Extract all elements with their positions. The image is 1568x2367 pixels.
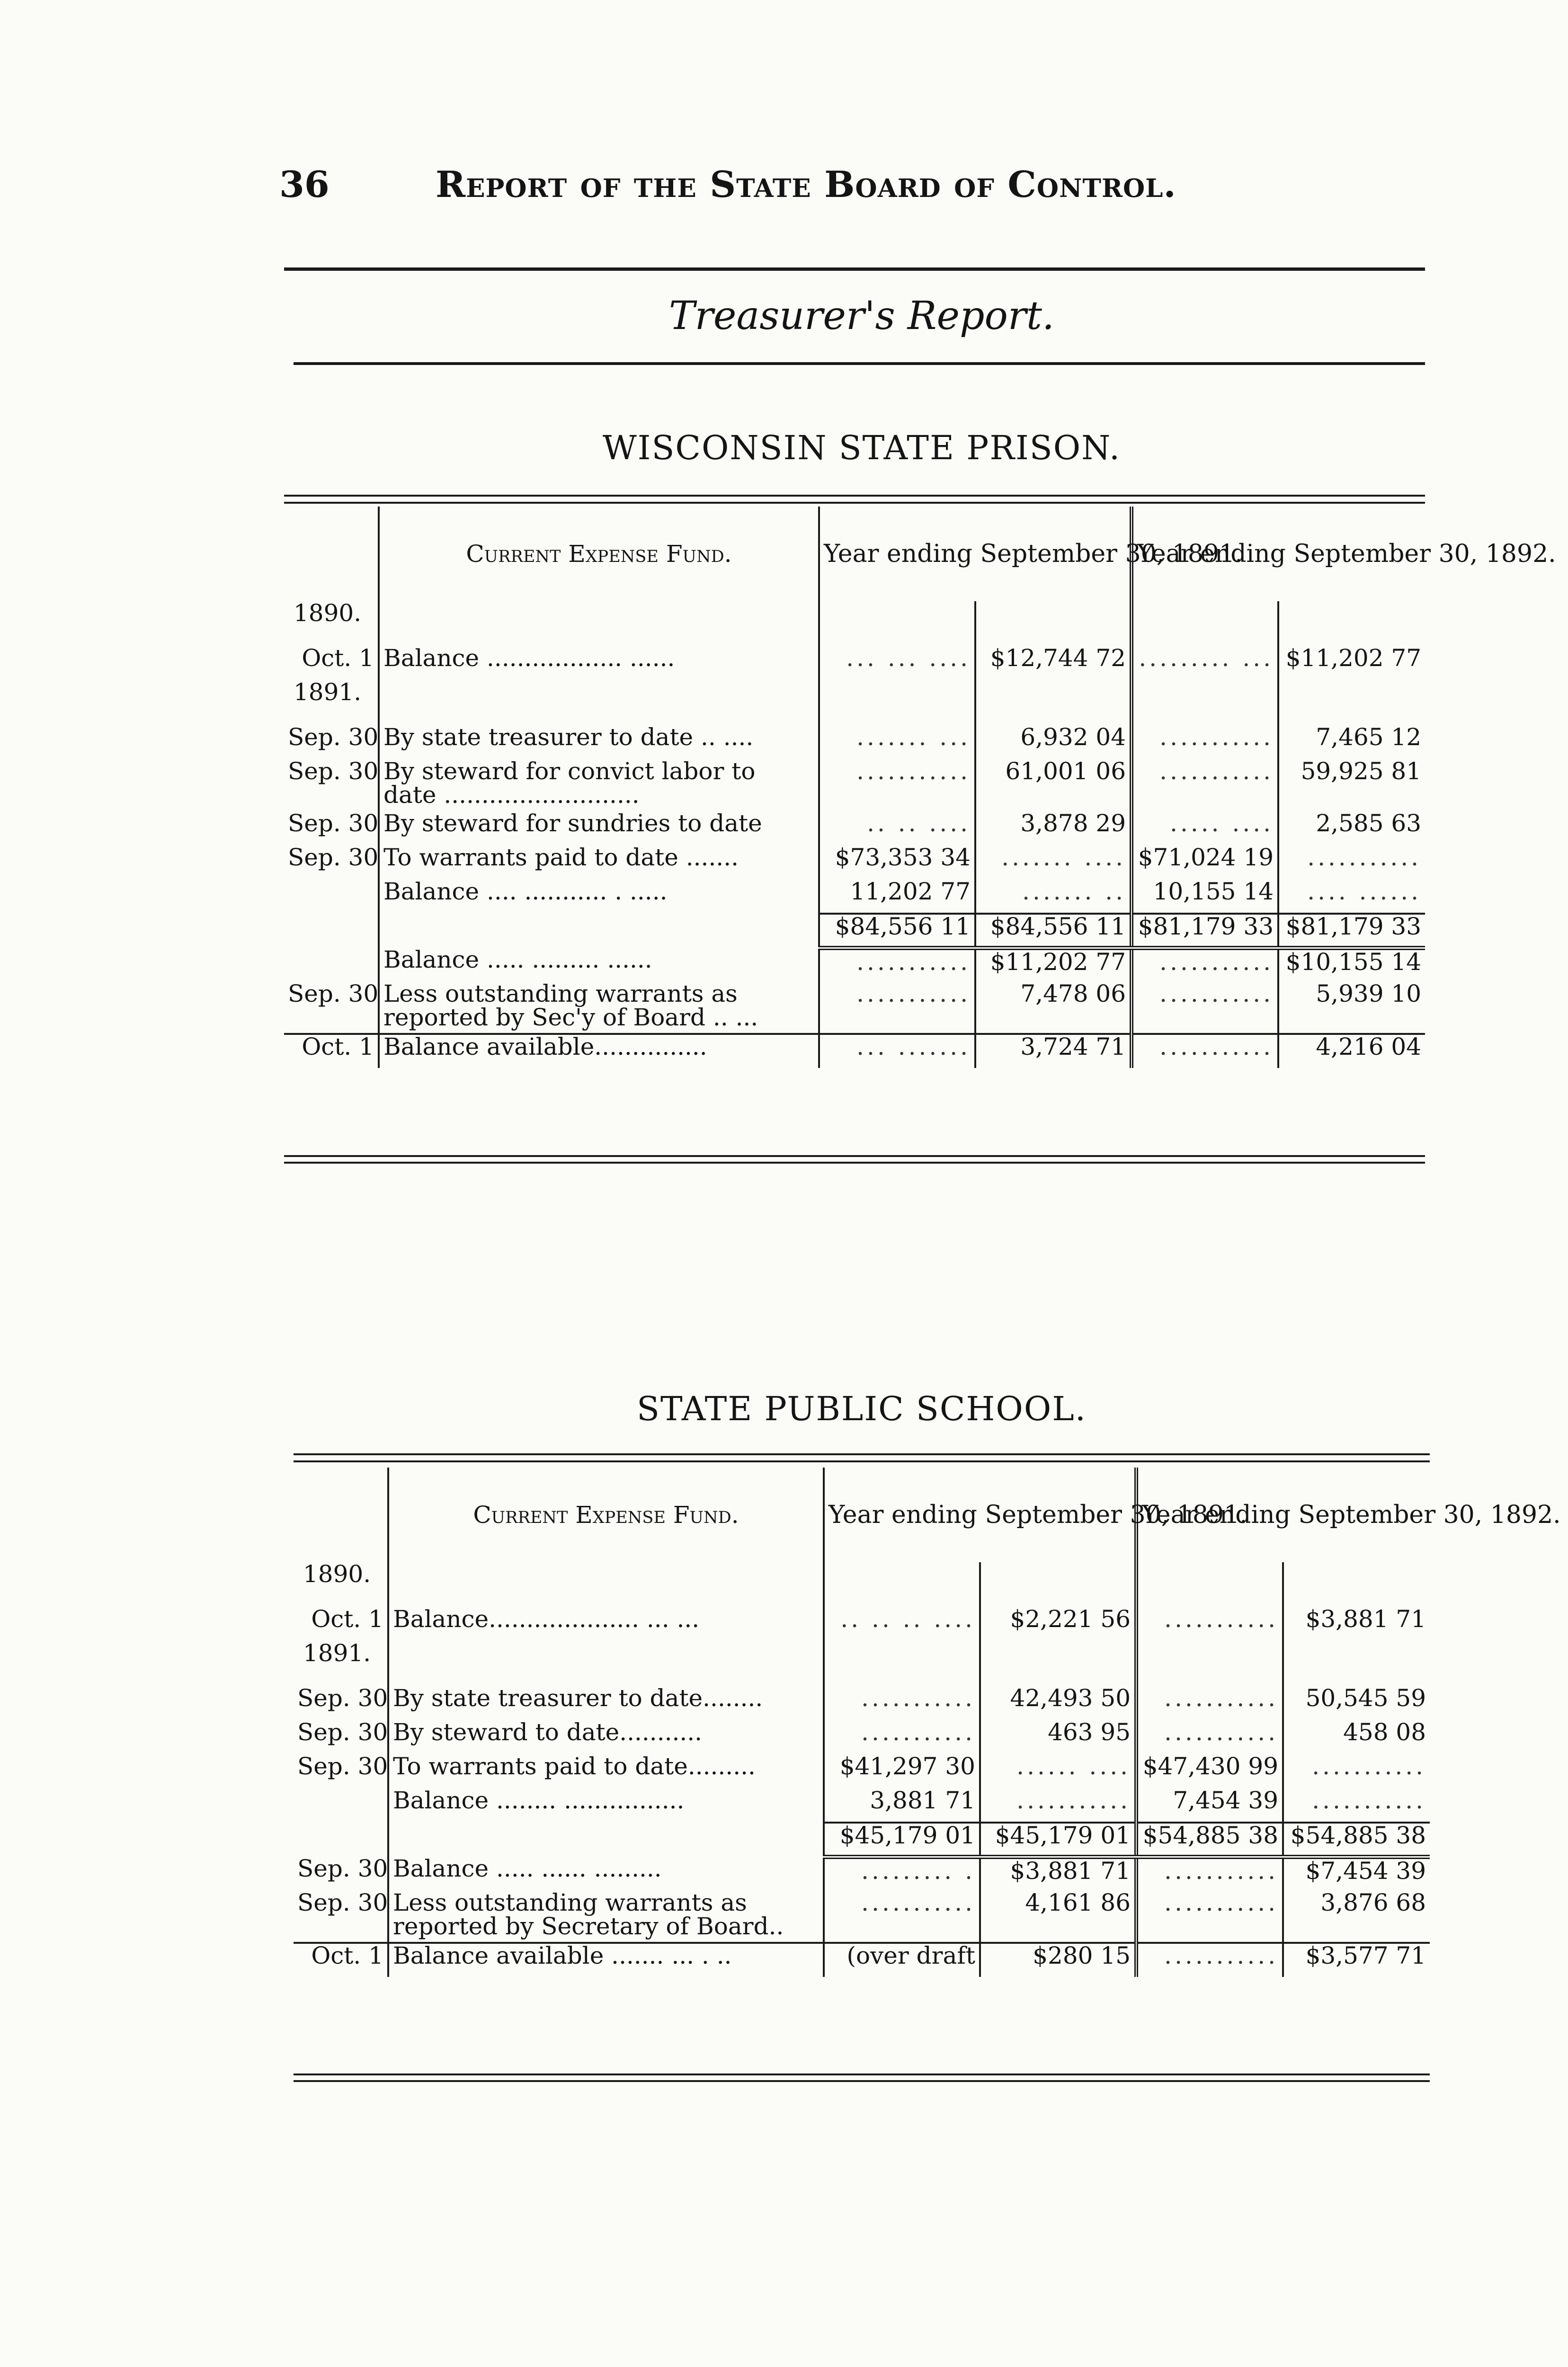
- amount-1892-debit-cell: 10,155 14: [1131, 880, 1278, 914]
- date-cell: [284, 948, 379, 982]
- school-table-top-rule-2: [294, 1460, 1430, 1462]
- description-cell: [379, 914, 819, 948]
- amount-1892-credit-cell: ...........: [1278, 845, 1425, 880]
- date-cell: Sep. 30: [288, 810, 379, 837]
- page-header: [279, 163, 1430, 220]
- amount-1892-credit-cell: [1278, 680, 1425, 725]
- amount-1891-debit-cell: [819, 601, 975, 646]
- amount-1892-debit-cell: $54,885 38: [1136, 1823, 1283, 1857]
- amount-1891-credit-cell: ...... ....: [980, 1754, 1136, 1789]
- prison-table-bottom-rule: [284, 1155, 1425, 1157]
- amount-1891-debit-cell: $41,297 30: [824, 1754, 980, 1789]
- amount-1891-credit-cell: 6,932 04: [975, 725, 1131, 759]
- table-row: [294, 1789, 1430, 1823]
- amount-1892-debit-cell: ...........: [1136, 1686, 1283, 1720]
- amount-1892-credit-cell: [1283, 1562, 1430, 1607]
- school-table-bottom-rule: [294, 2073, 1430, 2075]
- amount-1892-credit-cell: $81,179 33: [1278, 914, 1425, 948]
- amount-1891-debit-cell: ....... ...: [819, 725, 975, 759]
- running-title: Report of the State Board of Control.: [436, 163, 1176, 205]
- table-row: [284, 914, 1425, 948]
- date-cell: Sep. 30: [288, 723, 379, 751]
- amount-1892-debit-cell: ...........: [1136, 1607, 1283, 1641]
- amount-1891-credit-cell: [980, 1641, 1136, 1686]
- date-cell: [284, 880, 379, 914]
- amount-1892-debit-cell: ...........: [1131, 725, 1278, 759]
- table-row: [294, 1720, 1430, 1754]
- amount-1891-credit-cell: 7,478 06: [975, 982, 1131, 1034]
- amount-1892-debit-cell: ...........: [1131, 1034, 1278, 1068]
- amount-1891-credit-cell: ....... ..: [975, 880, 1131, 914]
- amount-1891-credit-cell: $2,221 56: [980, 1607, 1136, 1641]
- table-row: [294, 1641, 1430, 1686]
- date-cell: Sep. 30: [297, 1718, 388, 1746]
- amount-1891-debit-cell: (over draft: [824, 1943, 980, 1977]
- amount-1892-debit-cell: $81,179 33: [1131, 914, 1278, 948]
- school-1892-header: Year ending September 30, 1892.: [1136, 1468, 1430, 1562]
- amount-1891-debit-cell: ...........: [824, 1720, 980, 1754]
- amount-1892-credit-cell: [1278, 601, 1425, 646]
- description-cell: Balance ........ ................: [388, 1789, 824, 1823]
- amount-1891-debit-cell: ...........: [824, 1686, 980, 1720]
- page-number: 36: [279, 163, 330, 205]
- amount-1892-debit-cell: ..... ....: [1131, 811, 1278, 845]
- date-cell: Oct. 1: [294, 1943, 388, 1977]
- amount-1892-credit-cell: 3,876 68: [1283, 1891, 1430, 1943]
- table-row: [294, 1607, 1430, 1641]
- amount-1892-credit-cell: 5,939 10: [1278, 982, 1425, 1034]
- date-cell: 1890.: [294, 599, 362, 627]
- amount-1892-debit-cell: ......... ...: [1131, 646, 1278, 680]
- amount-1891-credit-cell: $3,881 71: [980, 1857, 1136, 1891]
- description-cell: Balance .... ........... . .....: [379, 880, 819, 914]
- table-row: [294, 1562, 1430, 1607]
- date-cell: 1891.: [294, 678, 362, 706]
- amount-1892-debit-cell: $47,430 99: [1136, 1754, 1283, 1789]
- description-cell: Balance .................. ......: [379, 646, 819, 680]
- table-row: [284, 601, 1425, 646]
- amount-1891-credit-cell: 463 95: [980, 1720, 1136, 1754]
- date-cell: Sep. 30: [297, 1684, 388, 1712]
- amount-1892-debit-cell: ...........: [1131, 948, 1278, 982]
- amount-1891-debit-cell: [819, 680, 975, 725]
- amount-1891-credit-cell: 3,878 29: [975, 811, 1131, 845]
- amount-1892-credit-cell: ...........: [1283, 1789, 1430, 1823]
- amount-1891-debit-cell: ...........: [819, 759, 975, 811]
- amount-1892-credit-cell: $3,577 71: [1283, 1943, 1430, 1977]
- amount-1892-credit-cell: 458 08: [1283, 1720, 1430, 1754]
- amount-1891-credit-cell: [980, 1562, 1136, 1607]
- amount-1892-credit-cell: ...........: [1283, 1754, 1430, 1789]
- amount-1891-debit-cell: $84,556 11: [819, 914, 975, 948]
- amount-1892-debit-cell: $71,024 19: [1131, 845, 1278, 880]
- prison-table-top-rule: [284, 495, 1425, 497]
- amount-1892-debit-cell: [1131, 601, 1278, 646]
- amount-1892-debit-cell: [1136, 1562, 1283, 1607]
- table-row: [294, 1686, 1430, 1720]
- amount-1892-credit-cell: $54,885 38: [1283, 1823, 1430, 1857]
- table-row: [284, 948, 1425, 982]
- amount-1891-debit-cell: ... ... ....: [819, 646, 975, 680]
- table-row: [284, 725, 1425, 759]
- amount-1891-credit-cell: $12,744 72: [975, 646, 1131, 680]
- amount-1891-credit-cell: $280 15: [980, 1943, 1136, 1977]
- amount-1891-credit-cell: $45,179 01: [980, 1823, 1136, 1857]
- prison-table-bottom-rule-2: [284, 1162, 1425, 1164]
- amount-1891-credit-cell: 42,493 50: [980, 1686, 1136, 1720]
- amount-1891-debit-cell: [824, 1641, 980, 1686]
- amount-1892-debit-cell: ...........: [1136, 1891, 1283, 1943]
- amount-1891-debit-cell: [824, 1562, 980, 1607]
- date-cell: Sep. 30: [288, 980, 379, 1007]
- description-cell: Balance available...............: [379, 1034, 819, 1068]
- amount-1891-debit-cell: 11,202 77: [819, 880, 975, 914]
- description-cell: Less outstanding warrants as reported by Sec'y of Board .. ...: [379, 982, 819, 1034]
- amount-1891-credit-cell: 4,161 86: [980, 1891, 1136, 1943]
- description-cell: Balance available ....... ... . ..: [388, 1943, 824, 1977]
- amount-1892-debit-cell: 7,454 39: [1136, 1789, 1283, 1823]
- amount-1892-debit-cell: [1136, 1641, 1283, 1686]
- date-cell: Sep. 30: [297, 1889, 388, 1916]
- school-ledger-table: [294, 1468, 1561, 1977]
- date-cell: Sep. 30: [288, 844, 379, 871]
- date-cell: [294, 1789, 388, 1823]
- amount-1892-credit-cell: $10,155 14: [1278, 948, 1425, 982]
- school-1891-header: Year ending September 30, 1891.: [824, 1468, 1136, 1562]
- description-cell: To warrants paid to date.........: [388, 1754, 824, 1789]
- amount-1891-credit-cell: ...........: [980, 1789, 1136, 1823]
- table-row: [284, 811, 1425, 845]
- table-row: [284, 759, 1425, 811]
- description-cell: [388, 1562, 824, 1607]
- table-row: [294, 1891, 1430, 1943]
- prison-table-top-rule-2: [284, 502, 1425, 504]
- date-cell: 1891.: [303, 1639, 371, 1667]
- amount-1892-credit-cell: $7,454 39: [1283, 1857, 1430, 1891]
- date-cell: Sep. 30: [297, 1753, 388, 1780]
- date-cell: Oct. 1: [302, 644, 374, 672]
- school-fund-header: Current Expense Fund.: [388, 1468, 824, 1562]
- amount-1892-debit-cell: ...........: [1136, 1943, 1283, 1977]
- amount-1891-credit-cell: ....... ....: [975, 845, 1131, 880]
- date-cell: 1890.: [303, 1560, 371, 1588]
- table-row: [294, 1823, 1430, 1857]
- description-cell: Balance ..... ......... ......: [379, 948, 819, 982]
- amount-1892-credit-cell: [1283, 1641, 1430, 1686]
- amount-1892-debit-cell: ...........: [1131, 982, 1278, 1034]
- table-row: [284, 646, 1425, 680]
- school-table-bottom-rule-2: [294, 2080, 1430, 2082]
- date-cell: [284, 914, 379, 948]
- table-row: [294, 1943, 1430, 1977]
- school-table-top-rule: [294, 1453, 1430, 1455]
- amount-1891-credit-cell: [975, 680, 1131, 725]
- amount-1892-credit-cell: 7,465 12: [1278, 725, 1425, 759]
- amount-1891-credit-cell: 3,724 71: [975, 1034, 1131, 1068]
- description-cell: [388, 1641, 824, 1686]
- amount-1891-debit-cell: .. .. ....: [819, 811, 975, 845]
- amount-1892-debit-cell: ...........: [1136, 1857, 1283, 1891]
- amount-1891-debit-cell: ...........: [819, 982, 975, 1034]
- description-cell: To warrants paid to date .......: [379, 845, 819, 880]
- amount-1892-credit-cell: 59,925 81: [1278, 759, 1425, 811]
- prison-ledger-table: [284, 507, 1556, 1068]
- description-cell: By state treasurer to date .. ....: [379, 725, 819, 759]
- school-title: STATE PUBLIC SCHOOL.: [637, 1389, 1087, 1428]
- description-cell: By steward for sundries to date: [379, 811, 819, 845]
- amount-1892-credit-cell: 50,545 59: [1283, 1686, 1430, 1720]
- table-row: [284, 845, 1425, 880]
- amount-1892-debit-cell: ...........: [1136, 1720, 1283, 1754]
- description-cell: [388, 1823, 824, 1857]
- amount-1891-debit-cell: ... .......: [819, 1034, 975, 1068]
- report-subtitle: Treasurer's Report.: [668, 294, 1055, 338]
- date-cell: [294, 1823, 388, 1857]
- description-cell: By steward for convict labor to date ..........................: [379, 759, 819, 811]
- table-row: [284, 880, 1425, 914]
- amount-1891-credit-cell: $11,202 77: [975, 948, 1131, 982]
- description-cell: By steward to date...........: [388, 1720, 824, 1754]
- table-row: [284, 982, 1425, 1034]
- date-cell: Sep. 30: [288, 757, 379, 785]
- amount-1891-debit-cell: $73,353 34: [819, 845, 975, 880]
- amount-1891-debit-cell: ...........: [824, 1891, 980, 1943]
- table-row: [284, 680, 1425, 725]
- amount-1892-debit-cell: ...........: [1131, 759, 1278, 811]
- amount-1891-debit-cell: ...........: [819, 948, 975, 982]
- date-cell: Oct. 1: [311, 1605, 383, 1633]
- description-cell: [379, 680, 819, 725]
- prison-title: WISCONSIN STATE PRISON.: [602, 428, 1121, 467]
- description-cell: Balance.................... ... ...: [388, 1607, 824, 1641]
- description-cell: By state treasurer to date........: [388, 1686, 824, 1720]
- amount-1891-credit-cell: [975, 601, 1131, 646]
- subtitle-rule: [294, 362, 1425, 365]
- date-cell: Oct. 1: [284, 1034, 379, 1068]
- table-row: [294, 1857, 1430, 1891]
- amount-1891-credit-cell: $84,556 11: [975, 914, 1131, 948]
- amount-1892-debit-cell: [1131, 680, 1278, 725]
- date-cell: Sep. 30: [297, 1855, 388, 1882]
- amount-1891-credit-cell: 61,001 06: [975, 759, 1131, 811]
- amount-1891-debit-cell: $45,179 01: [824, 1823, 980, 1857]
- description-cell: Less outstanding warrants as reported by Secretary of Board..: [388, 1891, 824, 1943]
- prison-fund-header: Current Expense Fund.: [379, 507, 819, 601]
- header-rule: [284, 267, 1425, 271]
- amount-1892-credit-cell: 4,216 04: [1278, 1034, 1425, 1068]
- prison-date-header: [284, 507, 379, 601]
- school-date-header: [294, 1468, 388, 1562]
- amount-1892-credit-cell: $11,202 77: [1278, 646, 1425, 680]
- amount-1892-credit-cell: 2,585 63: [1278, 811, 1425, 845]
- amount-1891-debit-cell: 3,881 71: [824, 1789, 980, 1823]
- amount-1892-credit-cell: $3,881 71: [1283, 1607, 1430, 1641]
- prison-1891-header: Year ending September 30, 1891.: [819, 507, 1131, 601]
- amount-1891-debit-cell: ......... .: [824, 1857, 980, 1891]
- table-row: [294, 1754, 1430, 1789]
- description-cell: [379, 601, 819, 646]
- amount-1891-debit-cell: .. .. .. ....: [824, 1607, 980, 1641]
- amount-1892-credit-cell: .... ......: [1278, 880, 1425, 914]
- prison-1892-header: Year ending September 30, 1892.: [1131, 507, 1425, 601]
- description-cell: Balance ..... ...... .........: [388, 1857, 824, 1891]
- table-row: [284, 1034, 1425, 1068]
